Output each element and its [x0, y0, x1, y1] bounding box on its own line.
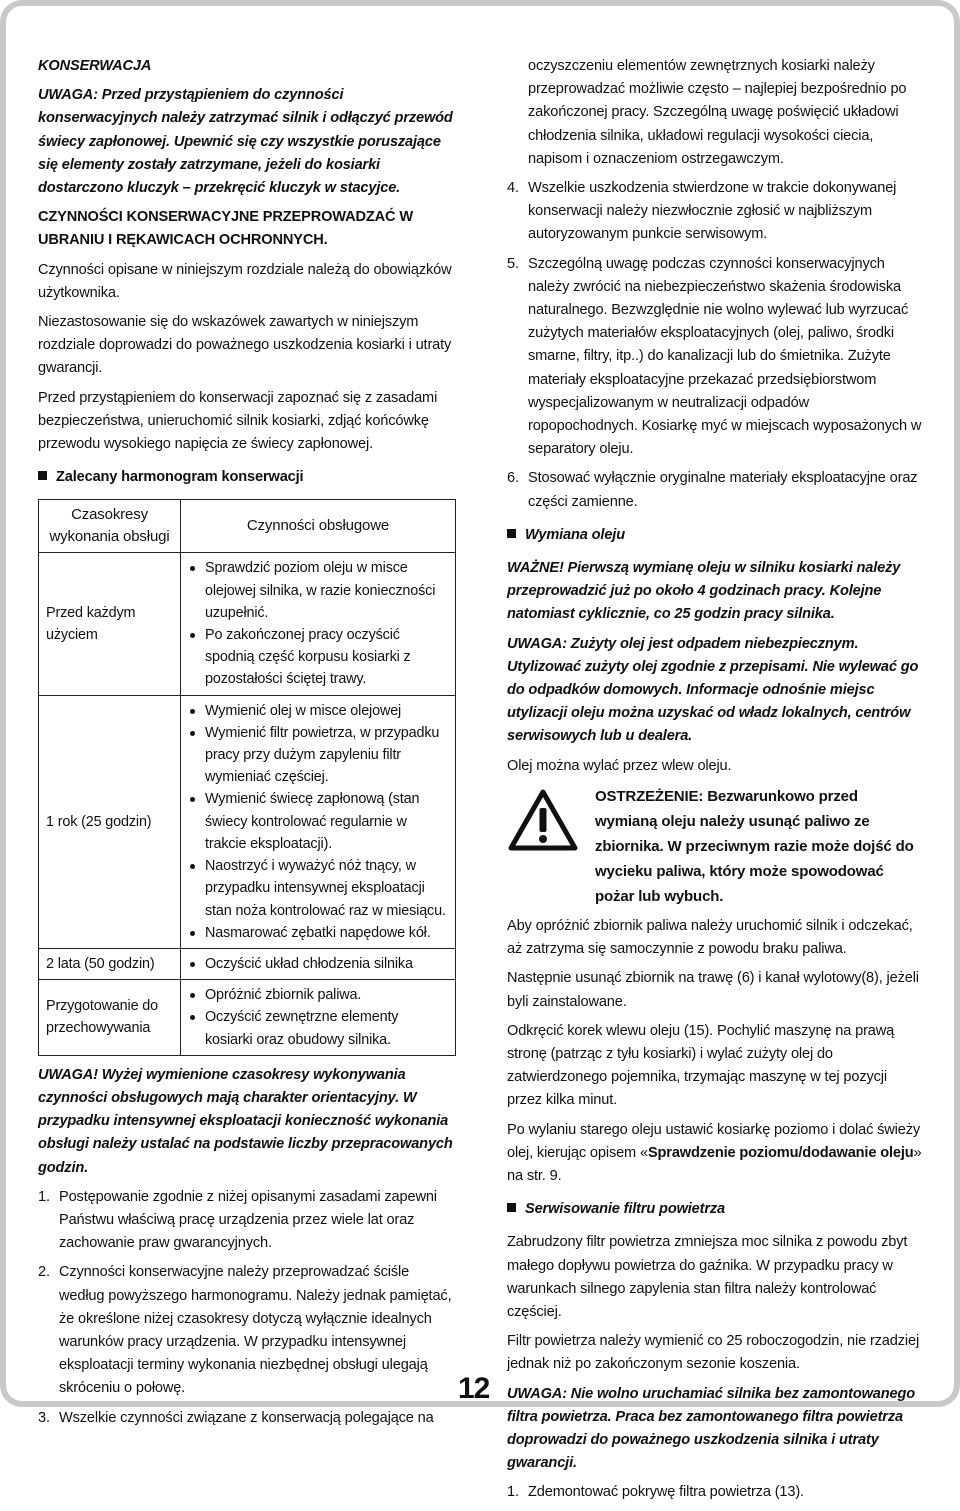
caution-block: [507, 784, 922, 909]
row-actions: [181, 695, 456, 948]
list-item: [507, 177, 922, 247]
list-item: Opróżnić zbiornik paliwa.: [187, 984, 449, 1006]
item-text: Szczególną uwagę podczas czynności konserwacyjnych należy zwrócić na niebezpieczeństwo skażenia środowiska naturalnego. Bezwzględnie nie wolno wylewać lub wyrzucać zużytych materiałów eksploatacyjnych (olej, paliwo, środki smarne, filtry, itp..) do kanalizacji lub do śmietnika. Zużyte materiały eksploatacyjne przekazać przedsiębiorstwom wyspecjalizowanym w neutralizacji odpadów ropopochodnych. Kosiarkę myć w miejscach wyposażonych w separatory oleju.: [528, 255, 922, 458]
item-text: Wszelkie czynności związane z konserwacją polegające na: [59, 1409, 434, 1426]
list-item: Wymienić świecę zapłonową (stan świecy kontrolować regularnie w trakcie eksploatacji).: [187, 788, 449, 855]
list-item: [507, 467, 922, 513]
list-item: Nasmarować zębatki napędowe kół.: [187, 922, 449, 944]
table-row: [39, 948, 456, 979]
list-item: [507, 253, 922, 462]
row-when: Przed każdym użyciem: [39, 553, 181, 695]
header-when: Czasokresy wykonania obsługi: [39, 500, 181, 553]
table-header-row: [39, 500, 456, 553]
after-pour-text: [507, 1119, 922, 1189]
header-what: Czynności obsługowe: [181, 500, 456, 553]
filter-paragraph-1: Zabrudzony filtr powietrza zmniejsza moc silnika z powodu zbyt małego dopływu powietrza do gaźnika. W przypadku pracy w warunkach silnego zapylenia stan filtra należy kontrolować częściej.: [507, 1234, 908, 1320]
item-number: 6.: [507, 470, 519, 487]
item-number: 3.: [38, 1409, 50, 1426]
item-number: 4.: [507, 180, 519, 197]
square-bullet-icon: [507, 529, 516, 538]
warning-triangle-icon: [507, 788, 579, 852]
filter-paragraph-2: Filtr powietrza należy wymienić co 25 roboczogodzin, nie rzadziej jednak niż po zakończonym sezonie koszenia.: [507, 1333, 920, 1373]
list-item: Po zakończonej pracy oczyścić spodnią część korpusu kosiarki z pozostałości ściętej trawy.: [187, 624, 449, 691]
square-bullet-icon: [507, 1203, 516, 1212]
list-item: Sprawdzić poziom oleju w misce olejowej silnika, w razie konieczności uzupełnić.: [187, 557, 449, 624]
schedule-warning: UWAGA! Wyżej wymienione czasokresy wykonywania czynności obsługowych mają charakter orientacyjny. W przypadku intensywnej eksploatacji konieczność wykonania obsługi należy ustalać na podstawie liczby przepracowanych godzin.: [38, 1066, 453, 1176]
item-text: Postępowanie zgodnie z niżej opisanymi zasadami zapewni Państwu właściwą pracę urządzenia przez wiele lat oraz zachowanie praw gwarancyjnych.: [59, 1188, 437, 1252]
square-bullet-icon: [38, 471, 47, 480]
row-actions: [181, 948, 456, 979]
after-pour-pre: Po wylaniu starego oleju ustawić kosiarkę poziomo i dolać świeży olej, kierując opisem «: [507, 1121, 921, 1161]
air-filter-heading-text: Serwisowanie filtru powietrza: [525, 1201, 726, 1218]
item-text: Stosować wyłącznie oryginalne materiały eksploatacyjne oraz części zamienne.: [528, 470, 918, 510]
after-pour-bold: Sprawdzenie poziomu/dodawanie oleju: [647, 1144, 914, 1161]
table-row: [39, 553, 456, 695]
schedule-heading: [38, 466, 454, 489]
row-when: 2 lata (50 godzin): [39, 948, 181, 979]
list-item: Oczyścić zewnętrzne elementy kosiarki oraz obudowy silnika.: [187, 1006, 449, 1050]
paragraph-responsibility: Czynności opisane w niniejszym rozdziale należą do obowiązków użytkownika.: [38, 261, 452, 301]
list-item: Wymienić filtr powietrza, w przypadku pracy przy dużym zapyleniu filtr wymieniać częściej.: [187, 722, 449, 789]
item-number: 5.: [507, 255, 519, 272]
unscrew-text: Odkręcić korek wlewu oleju (15). Pochylić maszynę na prawą stronę (patrząc z tyłu kosiarki) i wylać zużyty olej do zatwierdzonego pojemnika, trzymając maszynę w tej pozycji przez kilka minut.: [507, 1022, 895, 1109]
item-text: Wszelkie uszkodzenia stwierdzone w trakcie dokonywanej konserwacji należy niezwłocznie zgłosić w najbliższym autoryzowanym punkcie serwisowym.: [528, 180, 897, 243]
oil-waste-warning: UWAGA: Zużyty olej jest odpadem niebezpiecznym. Utylizować zużyty olej zgodnie z przepisami. Nie wylewać go do odpadków domowych. Informacje odnośnie miejsc utylizacji oleju można uzyskać od władz lokalnych, centrów serwisowych lub u dealera.: [507, 635, 919, 745]
row-actions: [181, 980, 456, 1056]
item-number: 2.: [38, 1264, 50, 1281]
list-item: Naostrzyć i wyważyć nóż tnący, w przypadku intensywnej eksploatacji stan noża kontrolować raz w miesiącu.: [187, 855, 449, 922]
warning-intro: UWAGA: Przed przystąpieniem do czynności konserwacyjnych należy zatrzymać silnik i odłączyć przewód świecy zapłonowej. Upewnić się czy wszystkie poruszające się elementy zostały zatrzymane, jeżeli do kosiarki dostarczono kluczyk – przekręcić kluczyk w stacyjce.: [38, 87, 453, 197]
list-item: Wymienić olej w misce olejowej: [187, 700, 449, 722]
air-filter-heading: [507, 1198, 922, 1221]
section-title: KONSERWACJA: [38, 58, 152, 74]
row-actions: [181, 553, 456, 695]
numbered-list: [38, 1186, 454, 1430]
item-text: Zdemontować pokrywę filtra powietrza (13).: [528, 1484, 804, 1501]
oil-change-heading-text: Wymiana oleju: [525, 526, 625, 543]
list-item: [38, 1407, 454, 1430]
oil-important: WAŻNE! Pierwszą wymianę oleju w silniku kosiarki należy przeprowadzić już po około 4 godzinach pracy. Kolejne natomiast cyklicznie, co 25 godzin pracy silnika.: [507, 560, 901, 623]
paragraph-warranty: Niezastosowanie się do wskazówek zawartych w niniejszym rozdziale doprowadzi do poważnego uszkodzenia kosiarki i utraty gwarancji.: [38, 314, 452, 377]
oil-change-heading: [507, 524, 922, 547]
paragraph-safety: Przed przystąpieniem do konserwacji zapoznać się z zasadami bezpieczeństwa, unieruchomić silnik kosiarki, zdjąć końcówkę przewodu wysokiego napięcia ze świecy zapłonowej.: [38, 389, 438, 453]
remove-tank-text: Następnie usunąć zbiornik na trawę (6) i kanał wylotowy(8), jeżeli byli zainstalowane.: [507, 970, 919, 1010]
gloves-note: CZYNNOŚCI KONSERWACYJNE PRZEPROWADZAĆ W UBRANIU I RĘKAWICACH OCHRONNYCH.: [38, 209, 413, 249]
list-item: [38, 1261, 454, 1400]
right-column: [507, 55, 922, 1511]
list-item: [507, 1481, 922, 1504]
filter-warning: UWAGA: Nie wolno uruchamiać silnika bez zamontowanego filtra powietrza. Praca bez zamontowanego filtra powietrza doprowadzi do poważnego uszkodzenia silnika i utraty gwarancji.: [507, 1385, 916, 1472]
page-number: 12: [458, 1372, 490, 1405]
row-when: 1 rok (25 godzin): [39, 695, 181, 948]
after-pour-post: » na str. 9.: [507, 1144, 922, 1184]
schedule-heading-text: Zalecany harmonogram konserwacji: [56, 469, 304, 486]
item-number: 1.: [507, 1484, 519, 1501]
table-row: [39, 695, 456, 948]
maintenance-schedule-table: [38, 499, 456, 1055]
caution-text: OSTRZEŻENIE: Bezwarunkowo przed wymianą oleju należy usunąć paliwo ze zbiornika. W przeciwnym razie może dojść do wycieku paliwa, który może spowodować pożar lub wybuch.: [595, 787, 914, 905]
row-when: Przygotowanie do przechowywania: [39, 980, 181, 1056]
list-continuation: oczyszczeniu elementów zewnętrznych kosiarki należy przeprowadzać możliwie często – najlepiej bezpośrednio po zakończonej pracy. Szczególną uwagę poświęcić układowi chłodzenia silnika, układowi regulacji wysokości ciecia, napisom i oznaczeniom ostrzegawczym.: [528, 58, 907, 167]
numbered-list: [507, 177, 922, 514]
numbered-list: [507, 1481, 922, 1504]
list-item: [38, 1186, 454, 1256]
item-text: Czynności konserwacyjne należy przeprowadzać ściśle według powyższego harmonogramu. Należy jednak pamiętać, że określone niżej czasokresy dotyczą wyłącznie idealnych warunków pracy urządzenia. W przypadku intensywnej eksploatacji terminy wykonania niezbędnej obsługi ulegają skróceniu o połowę.: [59, 1264, 452, 1397]
list-item: Oczyścić układ chłodzenia silnika: [187, 953, 449, 975]
oil-pour-note: Olej można wylać przez wlew oleju.: [507, 757, 732, 774]
empty-tank-text: Aby opróżnić zbiornik paliwa należy uruchomić silnik i odczekać, aż zatrzyma się samoczynnie z powodu braku paliwa.: [507, 917, 913, 958]
table-row: [39, 980, 456, 1056]
item-number: 1.: [38, 1188, 50, 1205]
left-column: [38, 55, 454, 1436]
